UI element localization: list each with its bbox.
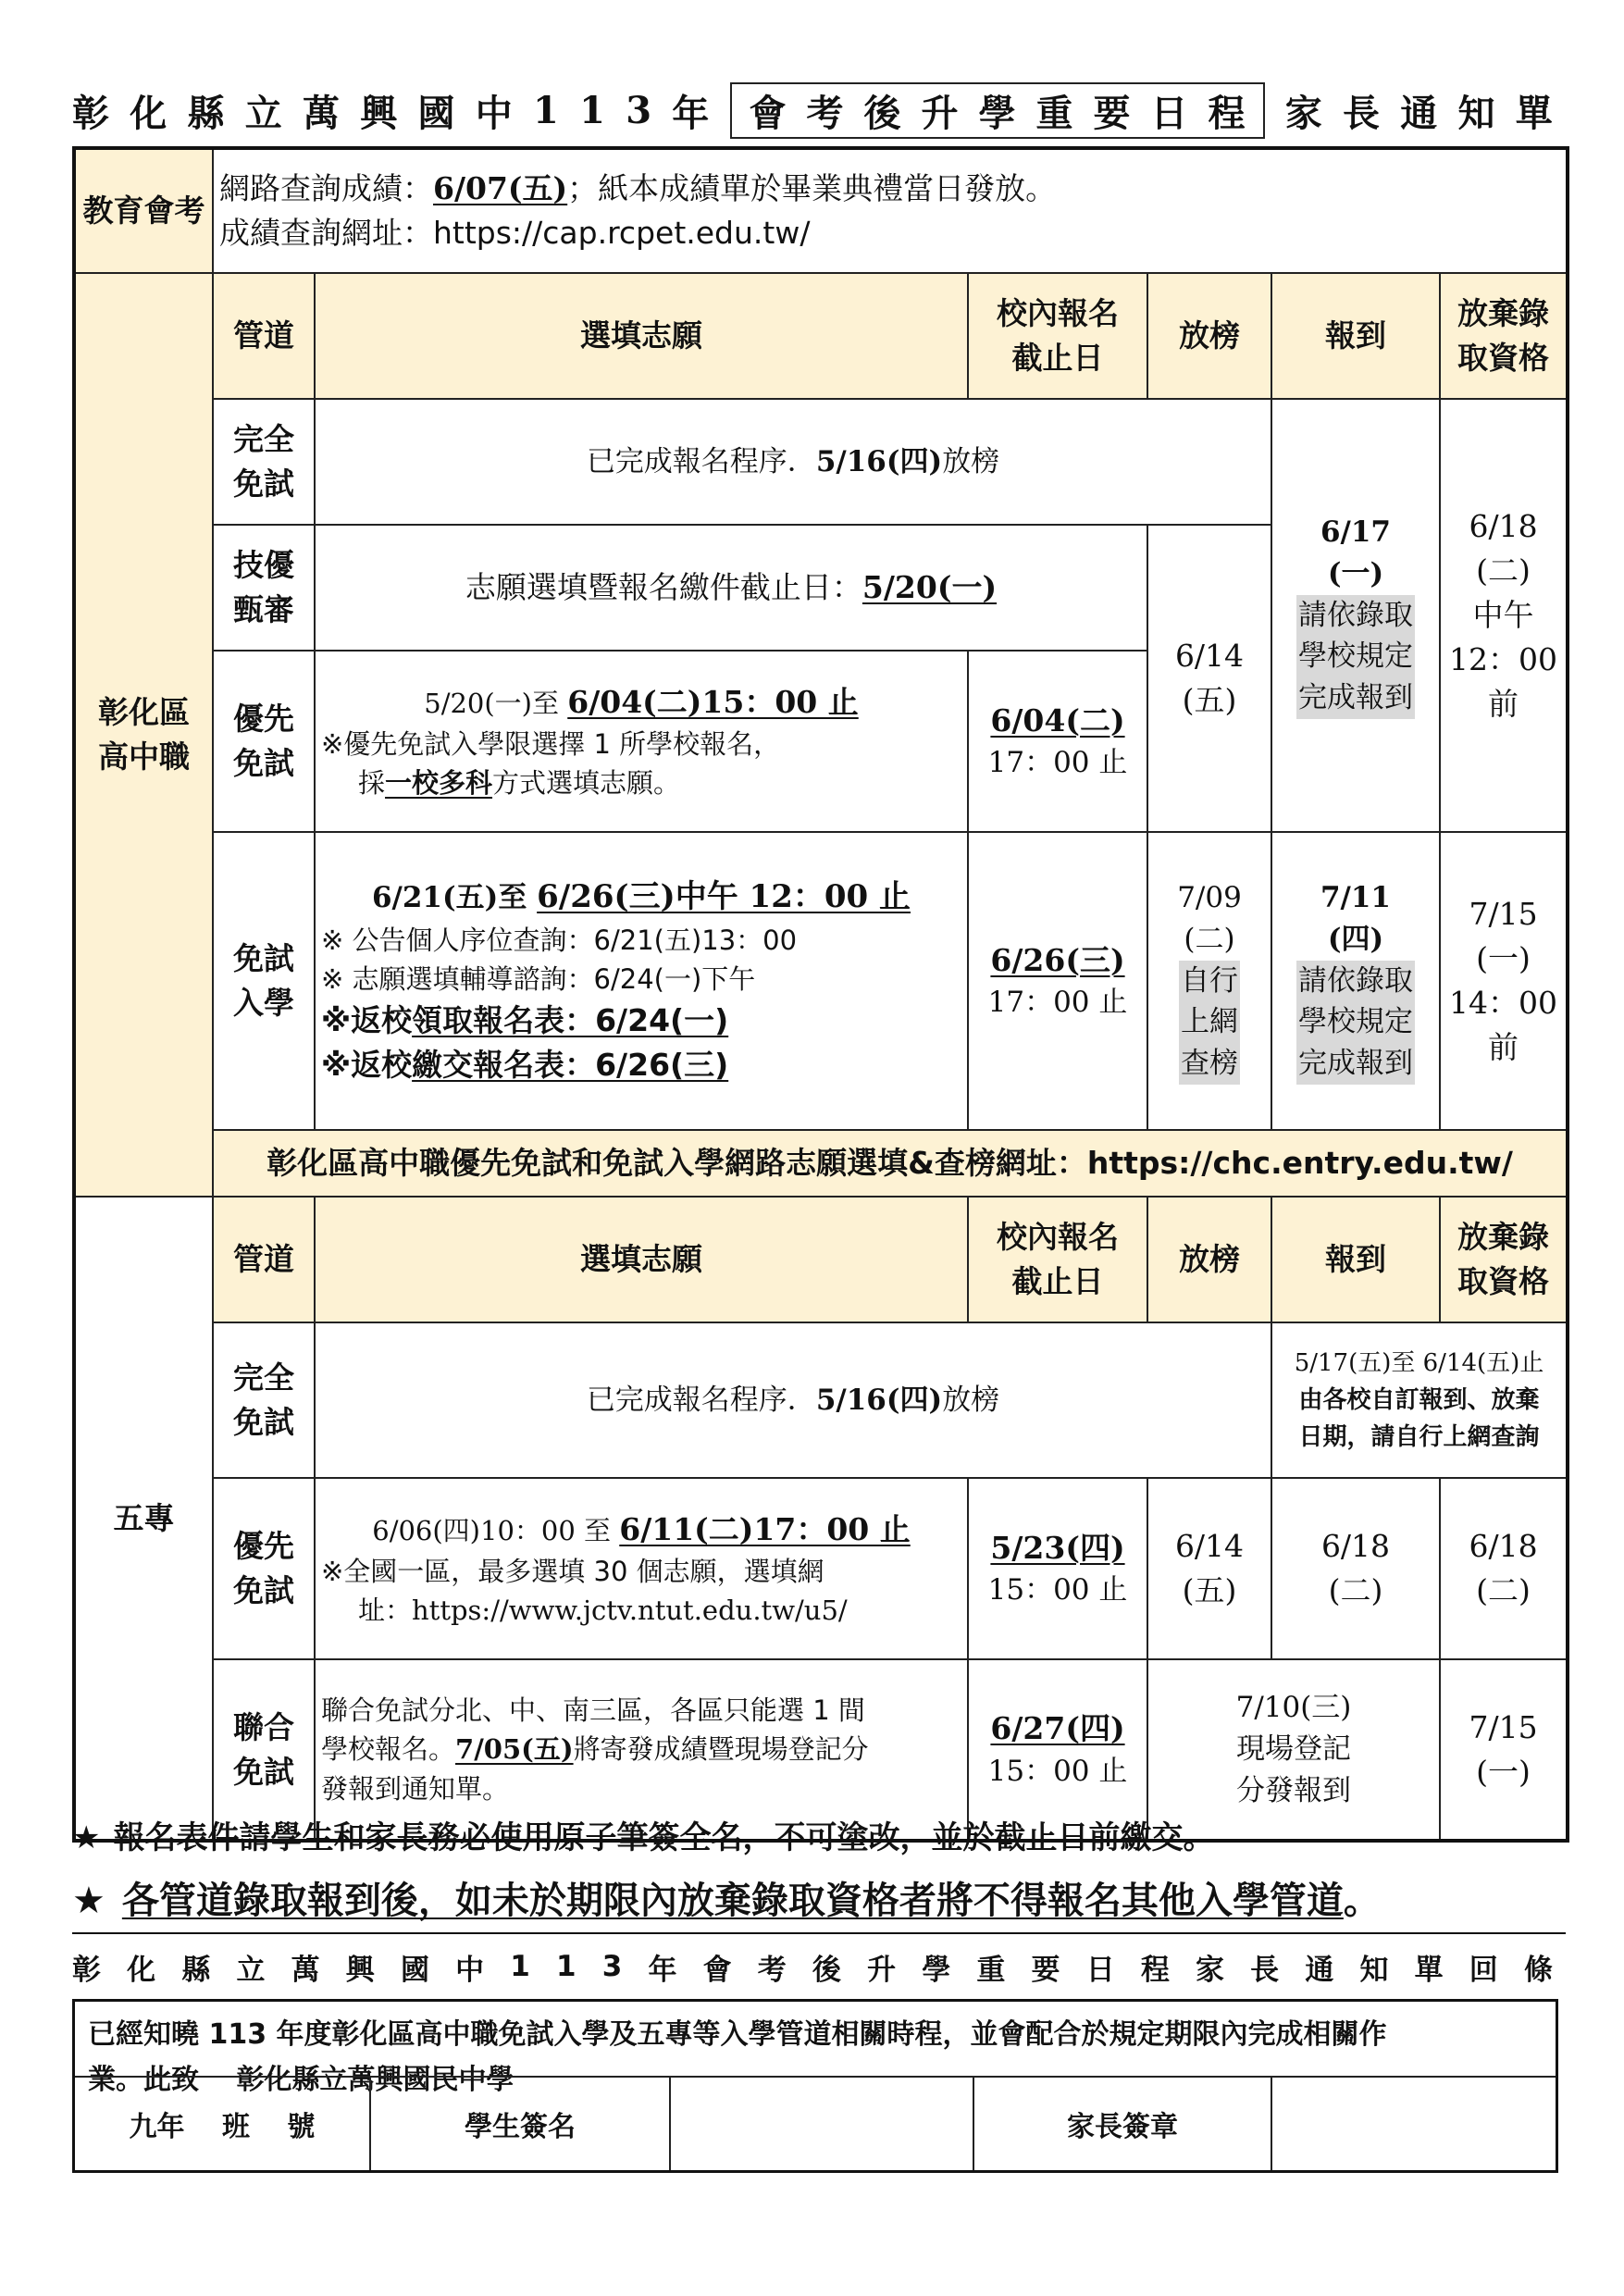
- five-joint-name: 聯合 免試: [213, 1659, 315, 1841]
- reply-title-char: 家: [1196, 1953, 1225, 1987]
- reply-title-char: 萬: [291, 1953, 320, 1987]
- five-priority-text: 6/06(四)10：00 至 6/11(二)17：00 止 ※全國一區，最多選填 30 個志願，選填網 址：https://www.jctv.ntut.edu.tw/u5/: [315, 1478, 968, 1659]
- chc-exam-free-text: 6/21(五)至 6/26(三)中午 12：00 止 ※ 公告個人序位查詢：6/21(五)13：00 ※ 志願選填輔導諮詢：6/24(一)下午 ※返校領取報名表：6/24(一) ※返校繳交報名表：6/26(三): [315, 832, 968, 1130]
- reply-title-char: 條: [1523, 1953, 1553, 1987]
- exam-label: 教育會考: [74, 148, 213, 273]
- title-boxed-char: 考: [806, 91, 844, 135]
- header-choice: 選填志願: [315, 273, 968, 399]
- schedule-table: [72, 146, 1569, 1843]
- student-signature-field[interactable]: [671, 2078, 974, 2170]
- title-char: 1: [579, 88, 605, 132]
- five-header-channel: 管道: [213, 1197, 315, 1322]
- title-char: 1: [533, 88, 559, 132]
- title-char: 立: [244, 91, 282, 135]
- five-priority-deadline: 5/23(四) 15：00 止: [968, 1478, 1147, 1659]
- five-joint-result-report: 7/10(三) 現場登記 分發報到: [1147, 1659, 1440, 1841]
- chc-exam-free-abandon: 7/15 (一) 14：00 前: [1440, 832, 1568, 1130]
- chc-website: 彰化區高中職優先免試和免試入學網路志願選填&查榜網址：https://chc.entry.edu.tw/: [213, 1130, 1568, 1197]
- title-boxed: [730, 82, 1265, 139]
- reply-title-char: 立: [236, 1953, 266, 1987]
- reply-title-char: 後: [812, 1953, 841, 1987]
- reply-title-char: 年: [648, 1953, 677, 1987]
- header-report: 報到: [1271, 273, 1440, 399]
- title-char: 國: [417, 91, 455, 135]
- title-char: 單: [1515, 91, 1553, 135]
- class-number-label: 九年 班 號: [75, 2078, 371, 2170]
- five-priority-name: 優先 免試: [213, 1478, 315, 1659]
- chc-report-1: 6/17 (一) 請依錄取 學校規定 完成報到: [1271, 399, 1440, 832]
- header-result: 放榜: [1147, 273, 1271, 399]
- five-priority-abandon: 6/18 (二): [1440, 1478, 1568, 1659]
- reply-title-char: 重: [976, 1953, 1006, 1987]
- chc-skill-text: 志願選填暨報名繳件截止日：5/20(一): [315, 525, 1147, 651]
- title-char: 中: [475, 91, 513, 135]
- reply-title-char: 1: [510, 1950, 530, 1983]
- title-char: 通: [1400, 91, 1438, 135]
- five-joint-deadline: 6/27(四) 15：00 止: [968, 1659, 1147, 1841]
- reply-title-char: 學: [922, 1953, 951, 1987]
- title-char: 興: [360, 91, 398, 135]
- reply-title-char: 升: [867, 1953, 897, 1987]
- title-char: 知: [1457, 91, 1495, 135]
- reply-title-char: 會: [702, 1953, 732, 1987]
- five-joint-text: 聯合免試分北、中、南三區，各區只能選 1 間 學校報名。7/05(五)將寄發成績暨現場登記分 發報到通知單。: [315, 1659, 968, 1841]
- five-full-free-text: 已完成報名程序．5/16(四)放榜: [315, 1322, 1271, 1478]
- reply-text-2: 業。此致 彰化縣立萬興國民中學: [88, 2063, 514, 2096]
- five-joint-abandon: 7/15 (一): [1440, 1659, 1568, 1841]
- chc-priority-text: 5/20(一)至 6/04(二)15：00 止 ※優先免試入學限選擇 1 所學校報名， 採一校多科方式選填志願。: [315, 651, 968, 832]
- chc-exam-free-name: 免試 入學: [213, 832, 315, 1130]
- title-char: 彰: [72, 91, 109, 135]
- title-boxed-char: 要: [1093, 91, 1131, 135]
- five-header-result: 放榜: [1147, 1197, 1271, 1322]
- reply-title-char: 1: [555, 1950, 576, 1983]
- chc-priority-deadline: 6/04(二) 17：00 止: [968, 651, 1147, 832]
- chc-result-1: 6/14 (五): [1147, 525, 1271, 832]
- reply-title-char: 知: [1359, 1953, 1389, 1987]
- title-boxed-char: 會: [749, 91, 787, 135]
- five-priority-report: 6/18 (二): [1271, 1478, 1440, 1659]
- five-header-choice: 選填志願: [315, 1197, 968, 1322]
- parent-signature-field[interactable]: [1272, 2078, 1556, 2170]
- parent-signature-label: 家長簽章: [974, 2078, 1272, 2170]
- page-title: [72, 78, 1553, 143]
- reply-title-char: 縣: [181, 1953, 211, 1987]
- title-char: 萬: [303, 91, 340, 135]
- title-char: 3: [626, 88, 652, 132]
- title-char: 縣: [187, 91, 225, 135]
- chc-exam-free-report: 7/11 (四) 請依錄取 學校規定 完成報到: [1271, 832, 1440, 1130]
- title-boxed-char: 程: [1208, 91, 1246, 135]
- reply-title-char: 興: [345, 1953, 375, 1987]
- reply-title-char: 長: [1250, 1953, 1280, 1987]
- title-char: 家: [1284, 91, 1322, 135]
- chc-priority-name: 優先 免試: [213, 651, 315, 832]
- chc-abandon-1: 6/18 (二) 中午 12：00 前: [1440, 399, 1568, 832]
- reply-title-char: 中: [455, 1953, 485, 1987]
- cut-line: [72, 1932, 1566, 1934]
- note-abandon: ★ 各管道錄取報到後，如未於期限內放棄錄取資格者將不得報名其他入學管道。: [72, 1880, 1381, 1922]
- five-header-abandon: 放棄錄 取資格: [1440, 1197, 1568, 1322]
- reply-title-char: 程: [1140, 1953, 1170, 1987]
- chc-full-free-text: 已完成報名程序．5/16(四)放榜: [315, 399, 1271, 525]
- reply-text-1: 已經知曉 113 年度彰化區高中職免試入學及五專等入學管道相關時程，並會配合於規定期限內完成相關作: [88, 2018, 1387, 2051]
- reply-title-char: 回: [1469, 1953, 1498, 1987]
- header-deadline: 校內報名 截止日: [968, 273, 1147, 399]
- reply-title-char: 國: [400, 1953, 429, 1987]
- title-boxed-char: 學: [978, 91, 1016, 135]
- reply-title-char: 考: [757, 1953, 787, 1987]
- reply-title-char: 彰: [72, 1953, 101, 1987]
- reply-title-char: 日: [1085, 1953, 1115, 1987]
- title-boxed-char: 升: [921, 91, 959, 135]
- exam-url: 成績查詢網址：https://cap.rcpet.edu.tw/: [219, 215, 811, 251]
- five-full-free-name: 完全 免試: [213, 1322, 315, 1478]
- reply-title-char: 化: [127, 1953, 156, 1987]
- reply-title-char: 3: [601, 1950, 623, 1983]
- title-char: 長: [1343, 91, 1381, 135]
- five-header-report: 報到: [1271, 1197, 1440, 1322]
- reply-title: [72, 1942, 1553, 1992]
- title-boxed-char: 後: [863, 91, 901, 135]
- chc-exam-free-deadline: 6/26(三) 17：00 止: [968, 832, 1147, 1130]
- title-char: 年: [672, 91, 710, 135]
- chc-skill-name: 技優 甄審: [213, 525, 315, 651]
- exam-info: 網路查詢成績：6/07(五)；紙本成績單於畢業典禮當日發放。 成績查詢網址：https://cap.rcpet.edu.tw/: [213, 148, 1568, 273]
- header-channel: 管道: [213, 273, 315, 399]
- reply-title-char: 要: [1031, 1953, 1060, 1987]
- reply-slip: [72, 1999, 1558, 2173]
- five-header-deadline: 校內報名 截止日: [968, 1197, 1147, 1322]
- header-abandon: 放棄錄 取資格: [1440, 273, 1568, 399]
- title-boxed-char: 日: [1150, 91, 1188, 135]
- five-full-free-note: 5/17(五)至 6/14(五)止 由各校自訂報到、放棄 日期，請自行上網查詢: [1271, 1322, 1568, 1478]
- title-char: 化: [130, 91, 167, 135]
- five-priority-result: 6/14 (五): [1147, 1478, 1271, 1659]
- chc-label: 彰化區 高中職: [74, 273, 213, 1197]
- student-signature-label: 學生簽名: [371, 2078, 671, 2170]
- title-boxed-char: 重: [1035, 91, 1073, 135]
- chc-exam-free-result: 7/09 (二) 自行 上網 查榜: [1147, 832, 1271, 1130]
- reply-title-char: 通: [1305, 1953, 1334, 1987]
- chc-full-free-name: 完全 免試: [213, 399, 315, 525]
- five-label: 五專: [74, 1197, 213, 1841]
- reply-title-char: 單: [1414, 1953, 1444, 1987]
- note-signature: ★ 報名表件請學生和家長務必使用原子筆簽全名，不可塗改，並於截止日前繳交。: [72, 1819, 1215, 1856]
